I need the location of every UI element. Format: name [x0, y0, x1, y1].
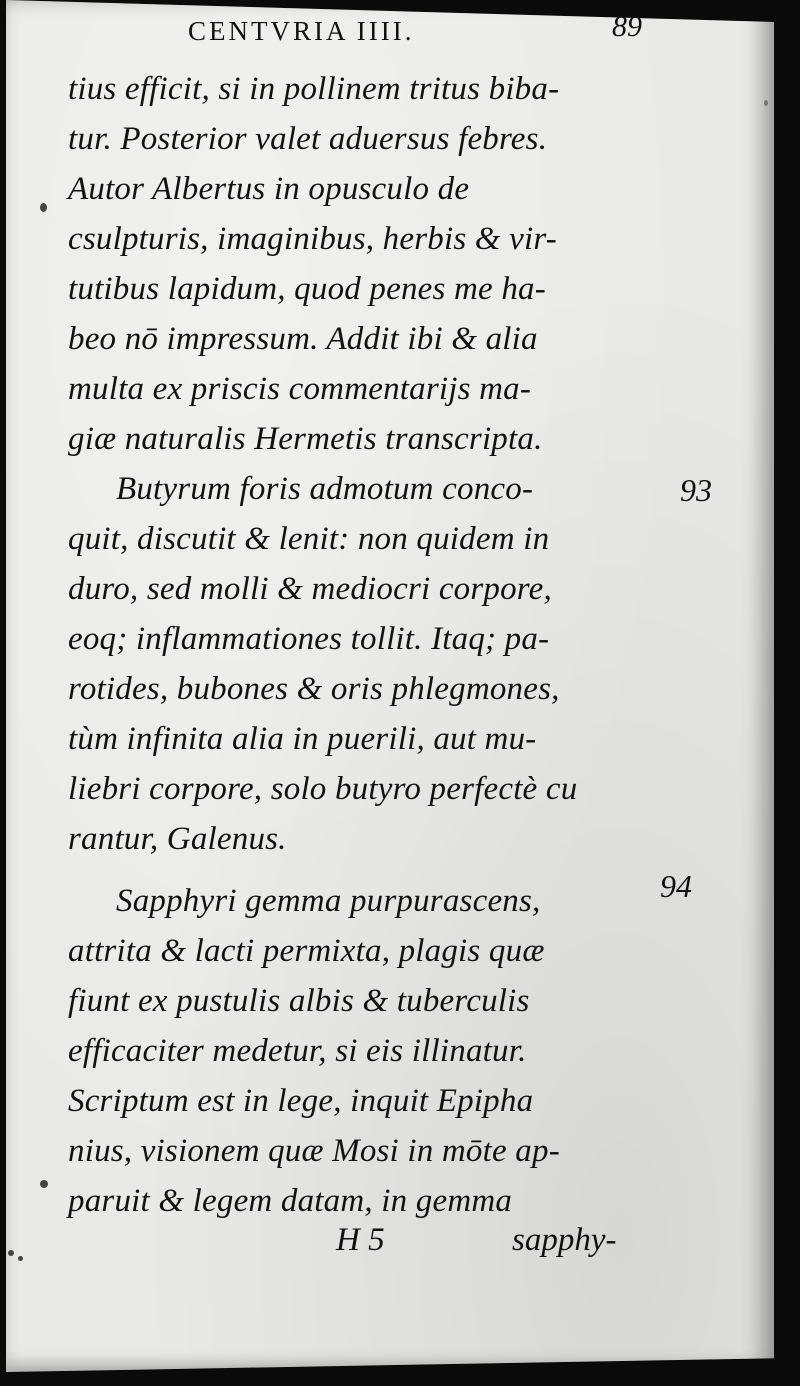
text-line: liebri corpore, solo butyro perfectè cu [68, 771, 578, 807]
text-line: eoq; inflammationes tollit. Itaq; pa- [68, 621, 550, 657]
page-footer [0, 1222, 768, 1272]
text-line: tùm infinita alia in puerili, aut mu- [68, 721, 537, 757]
text-line: fiunt ex pustulis albis & tuberculis [68, 983, 530, 1019]
text-line: efficaciter medetur, si eis illinatur. [68, 1033, 527, 1069]
paragraph-start-line: Sapphyri gemma purpurascens, [116, 883, 541, 919]
ink-speck [764, 100, 768, 106]
text-line: paruit & legem datam, in gemma [68, 1183, 513, 1219]
text-line: giæ naturalis Hermetis transcripta. [68, 421, 543, 457]
text-line: tius efficit, si in pollinem tritus biba- [68, 71, 560, 107]
text-line: rotides, bubones & oris phlegmones, [68, 671, 560, 707]
catchword: sapphy- [512, 1222, 617, 1258]
text-line: Autor Albertus in opusculo de [68, 171, 470, 207]
signature-mark: H 5 [336, 1222, 385, 1258]
folio-number: 89 [612, 10, 642, 43]
text-line: duro, sed molli & mediocri corpore, [68, 571, 552, 607]
ink-speck [40, 203, 47, 212]
text-line: rantur, Galenus. [68, 821, 287, 857]
text-line: csulpturis, imaginibus, herbis & vir- [68, 221, 557, 257]
text-line: attrita & lacti permixta, plagis quæ [68, 933, 545, 969]
ink-speck [18, 1256, 23, 1261]
text-line: quit, discutit & lenit: non quidem in [68, 521, 550, 557]
text-line: nius, visionem quæ Mosi in mōte ap- [68, 1133, 560, 1169]
text-line: tutibus lapidum, quod penes me ha- [68, 271, 546, 307]
ink-speck [8, 1250, 14, 1256]
body-text [68, 64, 668, 1226]
text-line: multa ex priscis commentarijs ma- [68, 371, 532, 407]
page-header [0, 6, 768, 54]
running-title: CENTVRIA IIII. [188, 16, 415, 46]
marginal-number: 93 [680, 472, 712, 508]
ink-speck [40, 1180, 48, 1188]
paragraph-start-line: Butyrum foris admotum conco- [116, 471, 534, 507]
marginal-number: 94 [660, 868, 692, 904]
text-line: tur. Posterior valet aduersus febres. [68, 121, 548, 157]
text-line: Scriptum est in lege, inquit Epipha [68, 1083, 534, 1119]
text-line: beo nō impressum. Addit ibi & alia [68, 321, 538, 357]
